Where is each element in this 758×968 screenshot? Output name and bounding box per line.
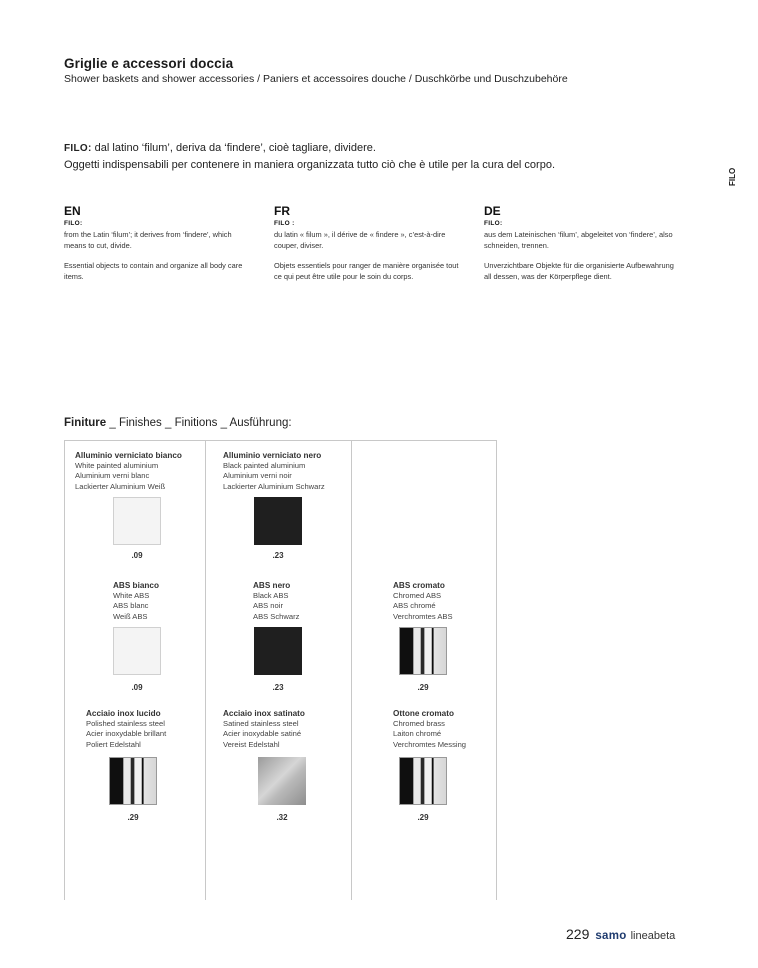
lang-column-en [64,203,254,283]
finish-de: Verchromtes Messing [393,739,467,749]
finish-en: Satined stainless steel [223,719,299,729]
finish-fr: Acier inoxydable brillant [86,729,167,739]
swatch-chrome [399,757,447,805]
finishes-heading-rest: _ Finishes _ Finitions _ Ausführung: [106,417,292,429]
swatch-chrome [399,627,447,675]
swatch-white [113,497,161,545]
finish-name: ABS nero [253,581,291,590]
finish-de: Lackierter Aluminium Weiß [75,481,166,491]
finish-de: Vereist Edelstahl [223,739,280,749]
finish-fr: Acier inoxydable satiné [223,729,302,739]
finish-en: Polished stainless steel [86,719,165,729]
lang-code: DE [484,204,501,218]
finish-code: .29 [127,813,139,822]
lang-column-fr [274,203,464,283]
lang-keyword: FILO: [484,220,503,227]
finish-item [223,451,325,492]
finish-name: Acciaio inox lucido [86,709,161,718]
finish-de: Weiß ABS [113,611,148,621]
grid-divider [496,440,497,900]
finish-code: .23 [272,551,284,560]
lang-paragraph-2: Essential objects to contain and organize all body care items. [64,261,243,282]
grid-divider [64,440,65,900]
lang-paragraph-1: du latin « filum », il dérive de « findere », c’est-à-dire couper, diviser. [274,229,446,250]
finish-name: Alluminio verniciato nero [223,451,322,460]
lang-keyword: FILO : [274,220,295,227]
lang-column-de [484,203,674,283]
finish-en: Chromed ABS [393,591,442,601]
finish-en: Black ABS [253,591,289,601]
finish-name: Ottone cromato [393,709,454,718]
finish-item [86,709,166,750]
finish-item [393,709,466,750]
page-footer [566,926,675,942]
finish-de: ABS Schwarz [253,611,300,621]
finish-item [253,581,299,622]
intro-keyword: FILO: [64,143,92,154]
finish-en: Chromed brass [393,719,445,729]
finish-fr: Aluminium verni noir [223,471,292,481]
finish-code: .09 [131,551,143,560]
finish-code: .09 [131,683,143,692]
finishes-heading-bold: Finiture [64,417,107,429]
swatch-black [254,497,302,545]
finish-en: White ABS [113,591,150,601]
finish-fr: ABS chromé [393,601,436,611]
lang-paragraph-2: Objets essentiels pour ranger de manière organisée tout ce qui peut être utile pour le soin du corps. [274,261,459,282]
grid-divider [205,440,206,900]
grid-top-line [64,440,496,441]
finish-item [113,581,159,622]
finish-fr: ABS blanc [113,601,149,611]
finish-name: ABS bianco [113,581,159,590]
finish-code: .23 [272,683,284,692]
page-number: 229 [566,926,590,942]
lang-paragraph-1: aus dem Lateinischen ‘filum’, abgeleitet von ‘findere’, also schneiden, trennen. [484,229,673,250]
finish-code: .32 [276,813,288,822]
finish-en: White painted aluminium [75,461,159,471]
finish-de: Verchromtes ABS [393,611,453,621]
page-subtitle: Shower baskets and shower accessories / Paniers et accessoires douche / Duschkörbe und Duschzubehöre [64,73,568,85]
finish-name: ABS cromato [393,581,445,590]
finish-code: .29 [417,683,429,692]
finish-name: Alluminio verniciato bianco [75,451,182,460]
swatch-satin [258,757,306,805]
page-title: Griglie e accessori doccia [64,56,234,71]
finishes-heading [64,417,292,429]
swatch-white [113,627,161,675]
swatch-black [254,627,302,675]
finish-fr: Aluminium verni blanc [75,471,150,481]
lang-paragraph-2: Unverzichtbare Objekte für die organisierte Aufbewahrung all dessen, was der Körperpflege dient. [484,261,674,282]
swatch-chrome [109,757,157,805]
finish-de: Lackierter Aluminium Schwarz [223,481,325,491]
lang-code: FR [274,204,290,218]
lang-code: EN [64,204,81,218]
side-tab-filo: FILO [728,167,737,187]
finish-code: .29 [417,813,429,822]
product-line: lineabeta [630,930,676,942]
finish-de: Poliert Edelstahl [86,739,141,749]
finish-item [223,709,305,750]
brand-logo: samo [595,930,627,942]
finish-en: Black painted aluminium [223,461,306,471]
lang-paragraph-1: from the Latin ‘filum’; it derives from ‘findere’, which means to cut, divide. [64,229,232,250]
finish-name: Acciaio inox satinato [223,709,305,718]
intro-text [64,140,555,173]
finish-item [75,451,182,492]
lang-keyword: FILO: [64,220,83,227]
intro-line-2: Oggetti indispensabili per contenere in maniera organizzata tutto ciò che è utile per la cura del corpo. [64,159,556,171]
finish-fr: Laiton chromé [393,729,442,739]
finish-fr: ABS noir [253,601,283,611]
intro-line-1: dal latino ‘filum’, deriva da ‘findere’, cioè tagliare, dividere. [91,142,376,154]
finish-item [393,581,453,622]
grid-divider [351,440,352,900]
